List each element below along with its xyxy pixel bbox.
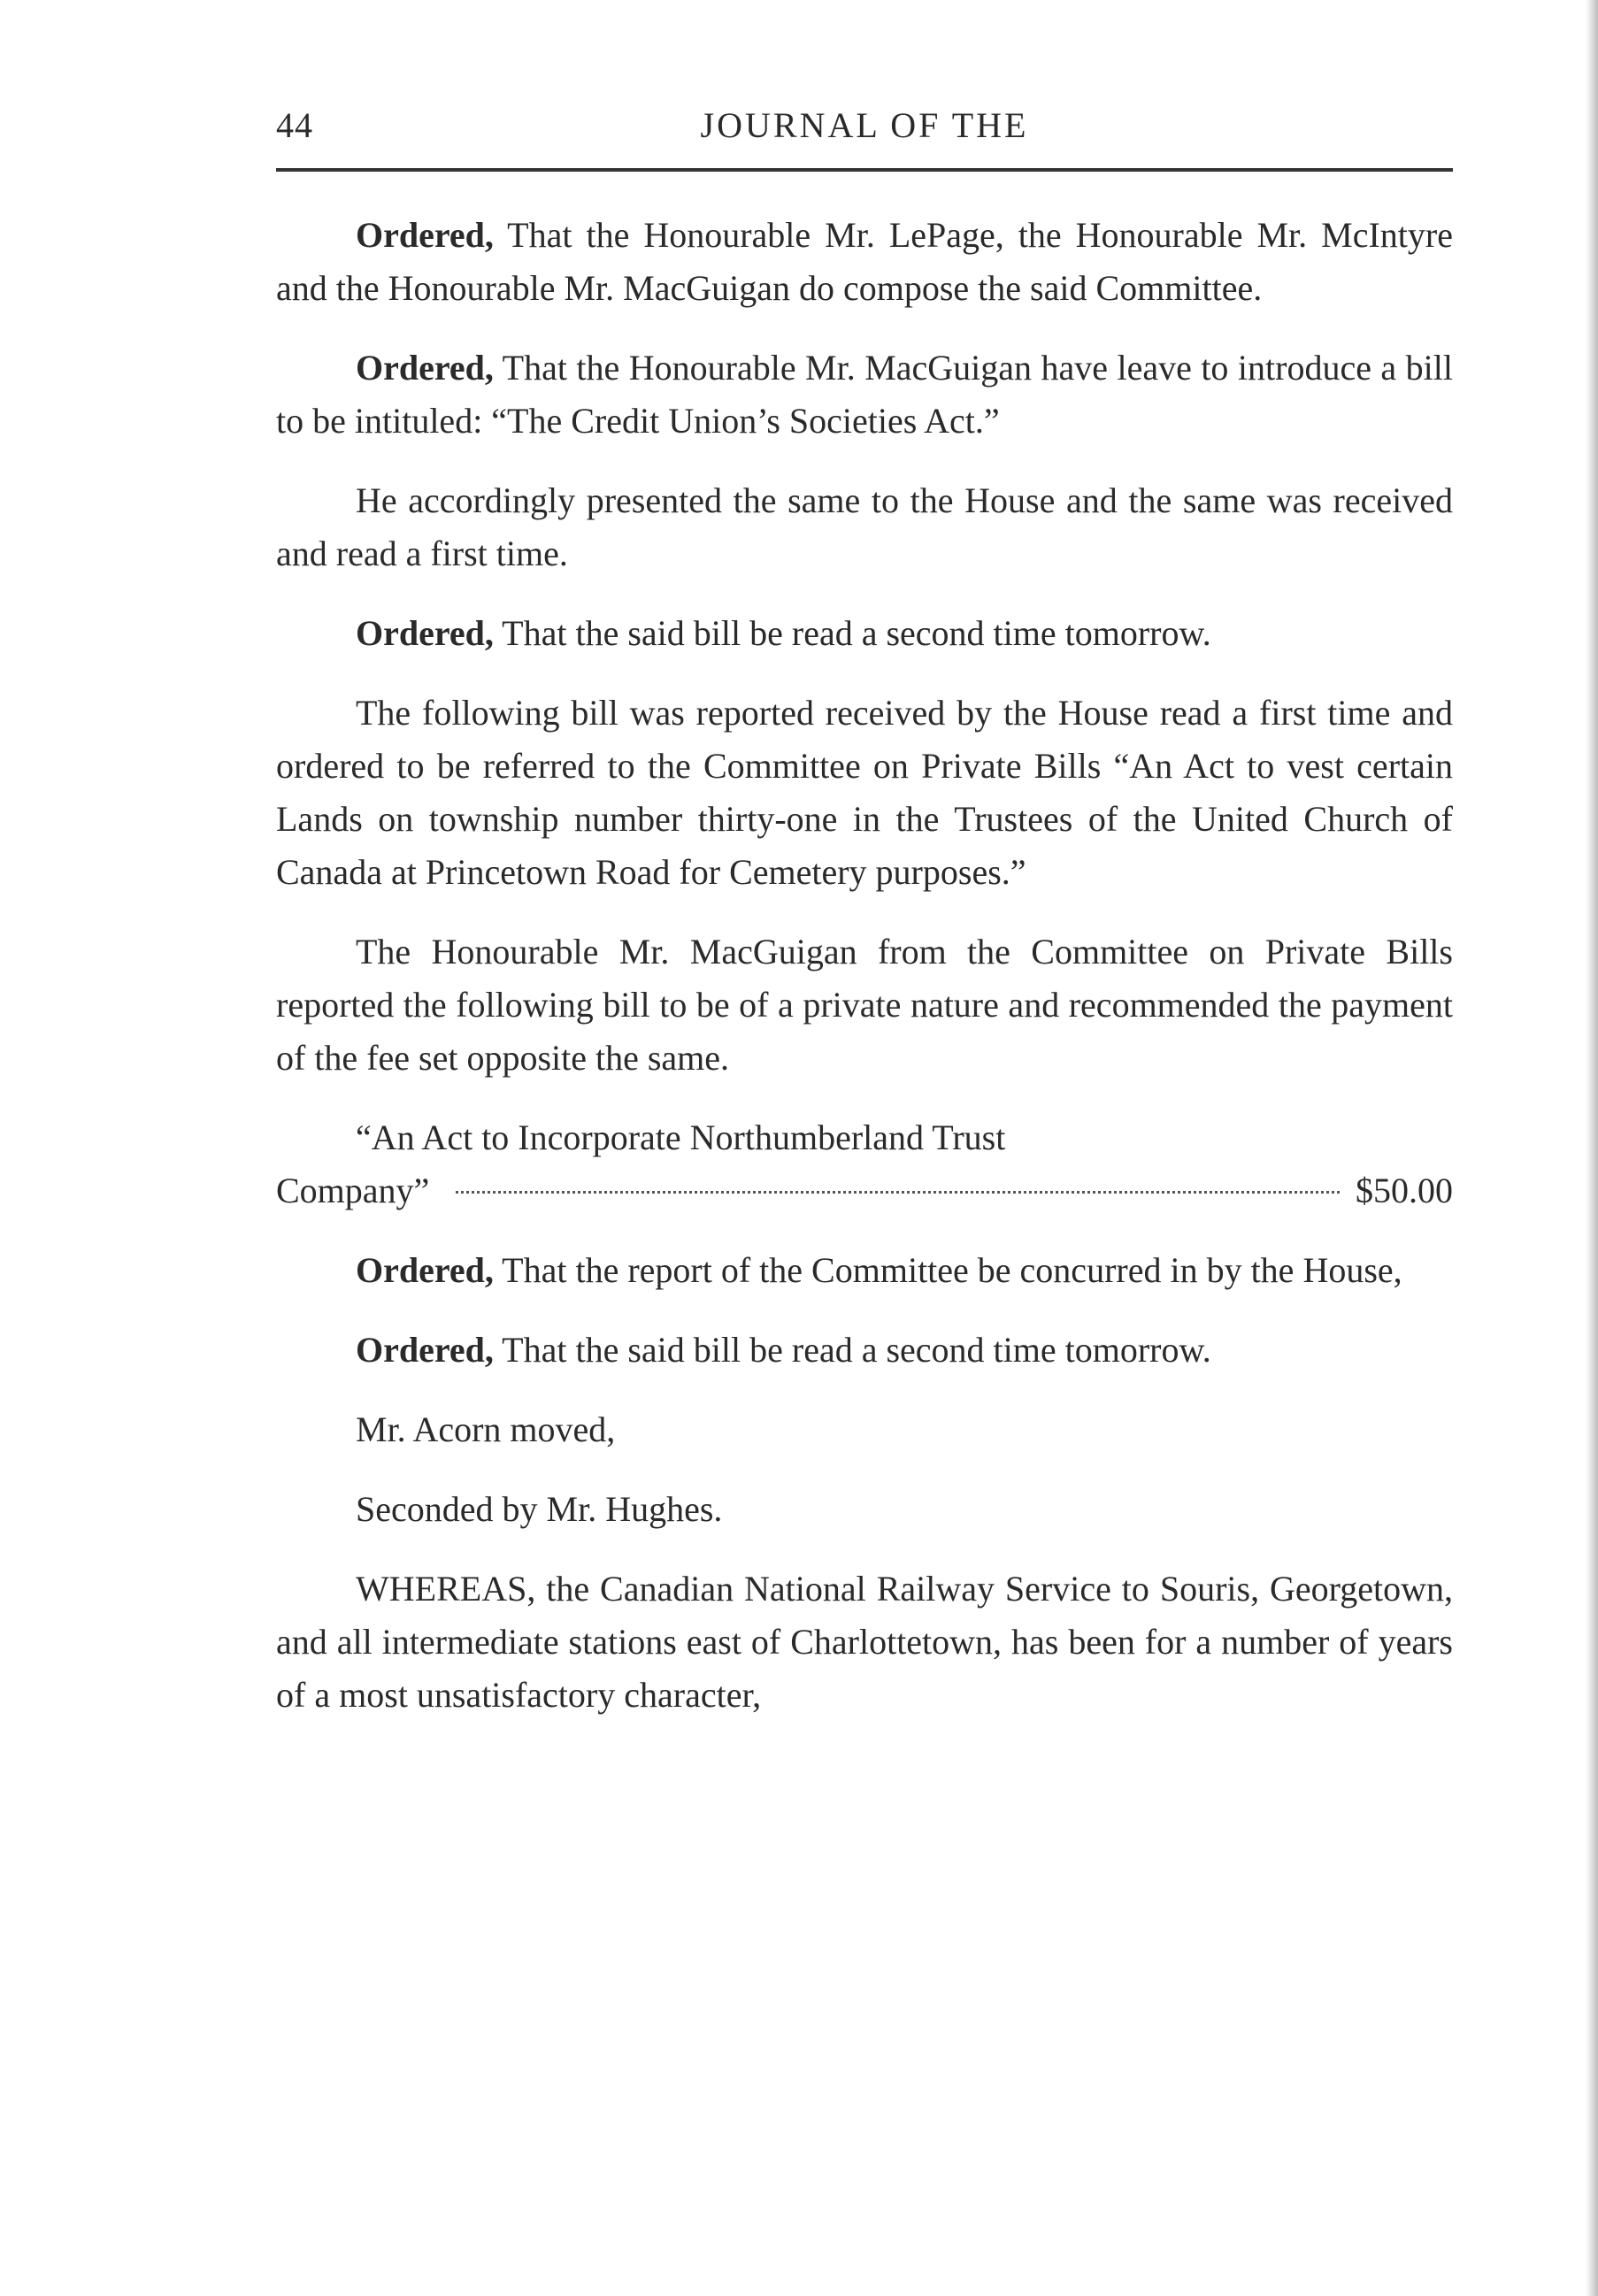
- page-header: [276, 104, 1453, 157]
- paragraph-text: Mr. Acorn moved,: [356, 1409, 616, 1449]
- paragraph-text: Seconded by Mr. Hughes.: [356, 1489, 723, 1529]
- paragraph: [276, 1244, 1453, 1297]
- ordered-lead: Ordered,: [356, 1330, 494, 1370]
- ordered-lead: Ordered,: [356, 613, 494, 653]
- journal-body: [276, 209, 1453, 1748]
- paragraph-text: That the Honourable Mr. MacGuigan have leave to introduce a bill to be intituled: “The Credit Union’s Societies Act.”: [276, 348, 1453, 441]
- fee-item: [276, 1111, 1453, 1217]
- ordered-lead: Ordered,: [356, 348, 494, 388]
- paragraph-text: The following bill was reported received by the House read a first time and ordered to be referred to the Committee on Private Bills “An Act to vest certain Lands on township number thirty-one in the Trustees of the United Church of Canada at Princetown Road for Cemetery purposes.”: [276, 693, 1453, 892]
- paragraph-text: That the Honourable Mr. LePage, the Honourable Mr. McIntyre and the Honourable Mr. MacGuigan do compose the said Committee.: [276, 215, 1453, 308]
- dot-leader: [456, 1191, 1340, 1194]
- ordered-lead: Ordered,: [356, 215, 494, 255]
- paragraph: [276, 474, 1453, 580]
- page-number: 44: [276, 105, 313, 145]
- paragraph: [276, 1324, 1453, 1377]
- header-rule: [276, 168, 1453, 172]
- paragraph-text: WHEREAS, the Canadian National Railway Service to Souris, Georgetown, and all intermediate stations east of Charlottetown, has been for a number of years of a most unsatisfactory character,: [276, 1569, 1453, 1715]
- paragraph: [276, 925, 1453, 1085]
- paragraph: [276, 687, 1453, 899]
- paragraph-text: That the report of the Committee be concurred in by the House,: [493, 1250, 1402, 1290]
- paragraph: [276, 1563, 1453, 1722]
- paragraph: [276, 607, 1453, 660]
- paragraph-text: That the said bill be read a second time tomorrow.: [493, 613, 1211, 653]
- fee-amount: $50.00: [1356, 1171, 1453, 1210]
- paragraph: [276, 1403, 1453, 1456]
- paragraph-text: That the said bill be read a second time tomorrow.: [493, 1330, 1211, 1370]
- fee-item-row: [276, 1164, 1453, 1217]
- paragraph: [276, 342, 1453, 448]
- paragraph: [276, 209, 1453, 315]
- fee-item-title-end: Company”: [276, 1171, 430, 1210]
- paragraph: [276, 1483, 1453, 1536]
- running-title: JOURNAL OF THE: [700, 105, 1029, 145]
- fee-item-title: “An Act to Incorporate Northumberland Trust: [356, 1117, 1006, 1157]
- page-edge-shadow: [1586, 0, 1598, 2296]
- ordered-lead: Ordered,: [356, 1250, 494, 1290]
- paragraph-text: He accordingly presented the same to the House and the same was received and read a first time.: [276, 480, 1453, 573]
- paragraph-text: The Honourable Mr. MacGuigan from the Committee on Private Bills reported the following bill to be of a private nature and recommended the payment of the fee set opposite the same.: [276, 932, 1453, 1078]
